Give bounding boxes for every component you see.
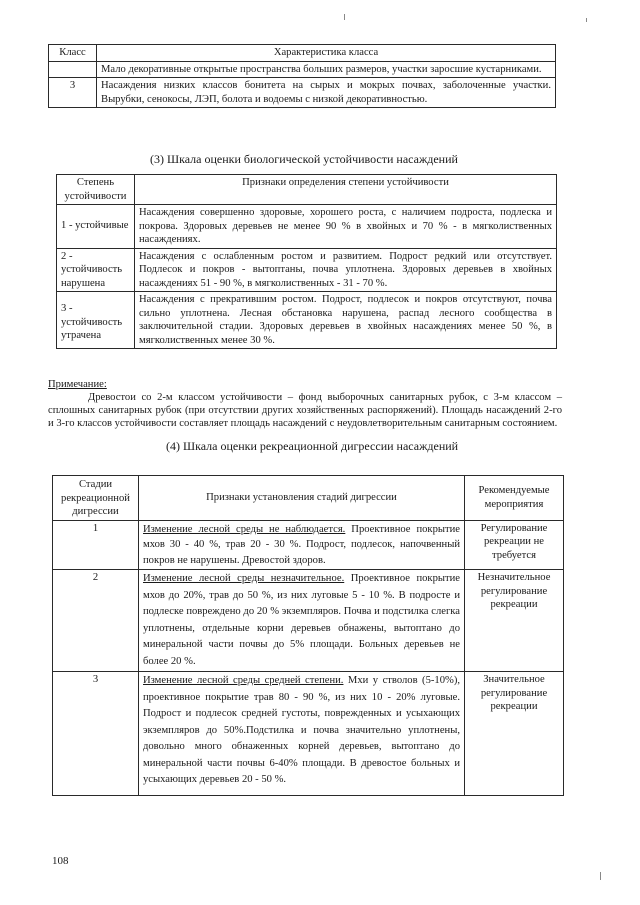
characteristic-cell: Насаждения низких классов бонитета на сырых и мокрых почвах, заболоченные участки. Вырубки, сенокосы, ЛЭП, болота и водоемы с низкой декоративностью.	[97, 78, 556, 108]
degree-cell: 3 - устойчивость утрачена	[57, 292, 135, 349]
signs-cell: Насаждения с прекратившим ростом. Подрост, подлесок и покров отсутствуют, почва сильно уплотнена. Лесная обстановка нарушена, распад лесного сообщества в заключительной стадии. Здоровых деревьев в хвойных насаждениях менее 50 %, в мягколиственных менее 30 %.	[135, 292, 557, 349]
stage-lead: Изменение лесной среды средней степени.	[143, 675, 344, 686]
signs-cell: Насаждения совершенно здоровые, хорошего роста, с наличием подроста, подлеска и покрова. Здоровых деревьев не менее 90 % в хвойных и 70 % - в мягколиственных насаждениях.	[135, 205, 557, 249]
action-cell: Регулирование рекреации не требуется	[465, 520, 564, 570]
table-row	[53, 672, 564, 796]
column-header-stage: Стадии рекреационной дигрессии	[53, 476, 139, 521]
signs-cell	[139, 570, 465, 672]
column-header-degree: Степень устойчивости	[57, 175, 135, 205]
scan-speck	[586, 18, 587, 22]
section-4-title: (4) Шкала оценки рекреационной дигрессии насаждений	[166, 439, 459, 453]
action-cell: Незначительное регулирование рекреации	[465, 570, 564, 672]
stage-description: Мхи у стволов (5-10%), проективное покрытие трав 80 - 90 %, из них 10 - 20% луговые. Подрост и подлесок средней густоты, поврежденных и усыхающих экземпляров до 50%.Подстилка и почва значительно уплотнены, довольно много обнаженных корней деревьев, вытоптано до минеральной части почвы 6-40% площади. В древостое больных и усыхающих деревьев 20 - 50 %.	[143, 675, 460, 785]
stage-cell: 2	[53, 570, 139, 672]
signs-cell	[139, 520, 465, 570]
table-header-row	[57, 175, 557, 205]
stage-lead: Изменение лесной среды незначительное.	[143, 573, 345, 584]
column-header-class: Класс	[49, 45, 97, 62]
signs-cell	[139, 672, 465, 796]
note-text: Древостои со 2-м классом устойчивости – фонд выборочных санитарных рубок, с 3-м классом – сплошных санитарных рубок (при отсутствии других хозяйственных распоряжений). Площадь насаждений 2-го и 3-го классов устойчивости составляет площадь насаждений с неудовлетворительным санитарным состоянием.	[48, 392, 562, 429]
table-header-row	[53, 476, 564, 521]
stage-lead: Изменение лесной среды не наблюдается.	[143, 523, 346, 535]
stage-cell: 1	[53, 520, 139, 570]
digression-table	[52, 475, 564, 796]
note-label: Примечание:	[48, 379, 107, 390]
page-number: 108	[52, 855, 69, 867]
column-header-signs: Признаки установления стадий дигрессии	[139, 476, 465, 521]
stage-cell: 3	[53, 672, 139, 796]
table-row	[49, 61, 556, 78]
class-cell	[49, 61, 97, 78]
table-row	[57, 248, 557, 292]
characteristic-cell: Мало декоративные открытые пространства больших размеров, участки заросшие кустарниками.	[97, 61, 556, 78]
class-cell: 3	[49, 78, 97, 108]
stability-table	[56, 174, 557, 349]
table-row	[53, 520, 564, 570]
column-header-signs: Признаки определения степени устойчивости	[135, 175, 557, 205]
action-cell: Значительное регулирование рекреации	[465, 672, 564, 796]
signs-cell: Насаждения с ослабленным ростом и развитием. Подрост редкий или отсутствует. Подлесок и покров - вытоптаны, почва уплотнена. Здоровых деревьев в хвойных насаждениях 51 - 90 %, в мягколиственных - 31 - 70 %.	[135, 248, 557, 292]
table-header-row	[49, 45, 556, 62]
note-block	[48, 378, 562, 430]
table-row	[49, 78, 556, 108]
scan-speck	[600, 872, 601, 880]
table-row	[57, 292, 557, 349]
table-row	[53, 570, 564, 672]
scan-speck	[344, 14, 345, 20]
table-row	[57, 205, 557, 249]
stage-description: Проективное покрытие мхов до 20%, трав до 50 %, из них луговые 5 - 10 %. В подросте и подлеске повреждено до 20 % экземпляров. Почва и подстилка слегка уплотнены, отдельные корни деревьев обнажены, вытоптано до минеральной части почвы до 5% площади. Больных деревьев не более 20 %.	[143, 573, 460, 667]
column-header-actions: Рекомендуемые мероприятия	[465, 476, 564, 521]
section-3-title: (3) Шкала оценки биологической устойчивости насаждений	[150, 152, 458, 166]
stage-description: Проективное покрытие мхов 30 - 40 %, трав 20 - 30 %. Подрост, подлесок, напочвенный покров не нарушены. Древостой здоров.	[143, 523, 460, 566]
degree-cell: 1 - устойчивые	[57, 205, 135, 249]
column-header-characteristic: Характеристика класса	[97, 45, 556, 62]
class-table	[48, 44, 556, 108]
degree-cell: 2 - устойчивость нарушена	[57, 248, 135, 292]
